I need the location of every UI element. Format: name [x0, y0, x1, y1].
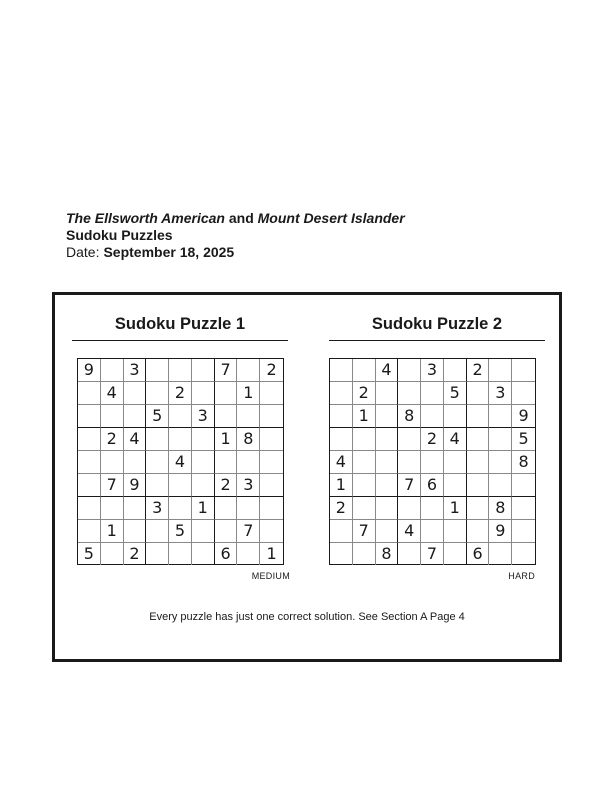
- sudoku-cell: [467, 474, 490, 497]
- date-line: [66, 244, 405, 261]
- sudoku-cell: [192, 428, 215, 451]
- sudoku-cell: 8: [512, 451, 535, 474]
- sudoku-cell: [192, 543, 215, 565]
- sudoku-cell: 8: [489, 497, 512, 520]
- sudoku-cell: [101, 497, 124, 520]
- sudoku-cell: [376, 520, 399, 543]
- sudoku-cell: [398, 497, 421, 520]
- sudoku-cell: [237, 359, 260, 382]
- puzzle-2-grid: [329, 358, 536, 565]
- sudoku-cell: 2: [353, 382, 376, 405]
- sudoku-cell: [353, 428, 376, 451]
- sudoku-cell: 6: [421, 474, 444, 497]
- sudoku-cell: 2: [101, 428, 124, 451]
- sudoku-cell: [444, 520, 467, 543]
- sudoku-cell: [124, 520, 147, 543]
- sudoku-cell: [512, 543, 535, 565]
- sudoku-cell: 4: [444, 428, 467, 451]
- header: [66, 210, 405, 261]
- sudoku-cell: [169, 497, 192, 520]
- sudoku-cell: [124, 382, 147, 405]
- sudoku-cell: [215, 382, 238, 405]
- sudoku-cell: [260, 497, 283, 520]
- sudoku-cell: [146, 474, 169, 497]
- sudoku-cell: 4: [169, 451, 192, 474]
- sudoku-cell: 5: [512, 428, 535, 451]
- sudoku-cell: 4: [376, 359, 399, 382]
- sudoku-cell: [489, 451, 512, 474]
- sudoku-cell: [489, 405, 512, 428]
- sudoku-cell: 7: [215, 359, 238, 382]
- sudoku-cell: [421, 382, 444, 405]
- sudoku-cell: [146, 428, 169, 451]
- sudoku-cell: [260, 428, 283, 451]
- sudoku-cell: 8: [237, 428, 260, 451]
- sudoku-cell: [78, 451, 101, 474]
- sudoku-cell: [467, 497, 490, 520]
- sudoku-cell: [376, 428, 399, 451]
- sudoku-cell: [376, 451, 399, 474]
- sudoku-cell: [353, 474, 376, 497]
- sudoku-cell: [78, 428, 101, 451]
- sudoku-cell: [260, 451, 283, 474]
- sudoku-cell: [78, 382, 101, 405]
- sudoku-cell: [215, 520, 238, 543]
- sudoku-cell: 7: [398, 474, 421, 497]
- sudoku-cell: 1: [192, 497, 215, 520]
- sudoku-cell: 9: [124, 474, 147, 497]
- subtitle: Sudoku Puzzles: [66, 227, 173, 243]
- footer-note: Every puzzle has just one correct solution. See Section A Page 4: [149, 611, 465, 623]
- sudoku-cell: [78, 405, 101, 428]
- sudoku-cell: [192, 520, 215, 543]
- sudoku-cell: 7: [101, 474, 124, 497]
- sudoku-cell: [353, 359, 376, 382]
- sudoku-cell: 5: [146, 405, 169, 428]
- sudoku-cell: 7: [237, 520, 260, 543]
- sudoku-cell: [376, 405, 399, 428]
- sudoku-cell: [512, 497, 535, 520]
- sudoku-cell: [192, 451, 215, 474]
- sudoku-cell: [330, 543, 353, 565]
- sudoku-cell: [192, 359, 215, 382]
- sudoku-cell: [146, 520, 169, 543]
- sudoku-cell: 3: [146, 497, 169, 520]
- sudoku-cell: 4: [124, 428, 147, 451]
- sudoku-cell: 2: [330, 497, 353, 520]
- sudoku-cell: 3: [489, 382, 512, 405]
- sudoku-cell: [169, 359, 192, 382]
- publication-a: The Ellsworth American: [66, 210, 225, 226]
- sudoku-cell: 1: [237, 382, 260, 405]
- sudoku-cell: [260, 405, 283, 428]
- puzzle-1-difficulty: MEDIUM: [251, 571, 290, 581]
- sudoku-cell: [398, 428, 421, 451]
- sudoku-cell: 9: [78, 359, 101, 382]
- sudoku-cell: [421, 520, 444, 543]
- sudoku-cell: 1: [353, 405, 376, 428]
- sudoku-cell: [330, 359, 353, 382]
- sudoku-cell: 1: [444, 497, 467, 520]
- sudoku-cell: [489, 543, 512, 565]
- conjunction: and: [228, 210, 254, 226]
- sudoku-cell: [421, 497, 444, 520]
- sudoku-cell: [398, 359, 421, 382]
- sudoku-cell: 2: [215, 474, 238, 497]
- sudoku-cell: 4: [330, 451, 353, 474]
- sudoku-cell: [192, 474, 215, 497]
- sudoku-cell: [169, 405, 192, 428]
- sudoku-cell: [467, 520, 490, 543]
- puzzle-1-grid: [77, 358, 284, 565]
- sudoku-cell: [124, 451, 147, 474]
- sudoku-cell: [330, 405, 353, 428]
- sudoku-cell: [192, 382, 215, 405]
- sudoku-cell: 9: [512, 405, 535, 428]
- sudoku-cell: [512, 520, 535, 543]
- sudoku-cell: [421, 405, 444, 428]
- sudoku-cell: [237, 497, 260, 520]
- sudoku-cell: 4: [398, 520, 421, 543]
- sudoku-cell: [215, 405, 238, 428]
- sudoku-cell: [146, 451, 169, 474]
- sudoku-cell: 2: [260, 359, 283, 382]
- sudoku-cell: [421, 451, 444, 474]
- sudoku-cell: [330, 520, 353, 543]
- sudoku-cell: [444, 543, 467, 565]
- sudoku-cell: [78, 520, 101, 543]
- sudoku-cell: [467, 382, 490, 405]
- sudoku-cell: 1: [215, 428, 238, 451]
- sudoku-cell: [260, 474, 283, 497]
- sudoku-cell: [353, 497, 376, 520]
- sudoku-cell: [353, 451, 376, 474]
- puzzle-frame: [52, 292, 562, 662]
- sudoku-cell: [444, 451, 467, 474]
- sudoku-cell: [376, 382, 399, 405]
- publication-line: [66, 210, 405, 227]
- sudoku-cell: [444, 359, 467, 382]
- sudoku-cell: [169, 428, 192, 451]
- sudoku-cell: [376, 497, 399, 520]
- sudoku-cell: [78, 474, 101, 497]
- sudoku-cell: [101, 405, 124, 428]
- sudoku-cell: [330, 382, 353, 405]
- puzzle-2-title: Sudoku Puzzle 2: [329, 315, 545, 341]
- sudoku-cell: [237, 543, 260, 565]
- sudoku-cell: 3: [237, 474, 260, 497]
- sudoku-cell: 2: [169, 382, 192, 405]
- sudoku-cell: [237, 405, 260, 428]
- date-label: Date:: [66, 244, 100, 260]
- sudoku-cell: [169, 543, 192, 565]
- sudoku-cell: [101, 451, 124, 474]
- sudoku-cell: 5: [169, 520, 192, 543]
- sudoku-cell: [146, 543, 169, 565]
- sudoku-cell: [512, 474, 535, 497]
- sudoku-cell: 3: [124, 359, 147, 382]
- sudoku-cell: [489, 474, 512, 497]
- sudoku-cell: [330, 428, 353, 451]
- sudoku-cell: 9: [489, 520, 512, 543]
- sudoku-cell: [260, 382, 283, 405]
- sudoku-cell: [146, 359, 169, 382]
- sudoku-cell: 5: [78, 543, 101, 565]
- sudoku-cell: [124, 497, 147, 520]
- sudoku-cell: [260, 520, 283, 543]
- sudoku-cell: [169, 474, 192, 497]
- sudoku-cell: [215, 451, 238, 474]
- sudoku-cell: 6: [215, 543, 238, 565]
- sudoku-cell: [398, 382, 421, 405]
- sudoku-cell: 1: [330, 474, 353, 497]
- sudoku-cell: [101, 543, 124, 565]
- puzzle-2-difficulty: HARD: [508, 571, 535, 581]
- sudoku-cell: [215, 497, 238, 520]
- sudoku-cell: 8: [376, 543, 399, 565]
- sudoku-cell: 8: [398, 405, 421, 428]
- sudoku-cell: [444, 474, 467, 497]
- sudoku-cell: 3: [421, 359, 444, 382]
- sudoku-cell: [237, 451, 260, 474]
- sudoku-cell: [376, 474, 399, 497]
- sudoku-cell: [398, 451, 421, 474]
- sudoku-cell: [489, 428, 512, 451]
- sudoku-cell: [467, 405, 490, 428]
- sudoku-cell: 4: [101, 382, 124, 405]
- sudoku-cell: 2: [421, 428, 444, 451]
- sudoku-cell: 2: [467, 359, 490, 382]
- sudoku-cell: [78, 497, 101, 520]
- sudoku-cell: [467, 451, 490, 474]
- sudoku-cell: 3: [192, 405, 215, 428]
- sudoku-cell: 7: [421, 543, 444, 565]
- publication-b: Mount Desert Islander: [257, 210, 405, 226]
- sudoku-cell: [353, 543, 376, 565]
- sudoku-cell: [101, 359, 124, 382]
- sudoku-cell: [398, 543, 421, 565]
- sudoku-cell: 1: [101, 520, 124, 543]
- sudoku-cell: 7: [353, 520, 376, 543]
- date-value: September 18, 2025: [103, 244, 235, 260]
- sudoku-cell: [124, 405, 147, 428]
- puzzle-1-title: Sudoku Puzzle 1: [72, 315, 288, 341]
- sudoku-cell: 6: [467, 543, 490, 565]
- sudoku-cell: [444, 405, 467, 428]
- sudoku-cell: [467, 428, 490, 451]
- sudoku-cell: 1: [266, 544, 277, 563]
- sudoku-cell: [489, 359, 512, 382]
- sudoku-cell: [512, 382, 535, 405]
- sudoku-cell: [146, 382, 169, 405]
- sudoku-cell: [512, 359, 535, 382]
- sudoku-cell: 5: [444, 382, 467, 405]
- sudoku-cell: 2: [124, 543, 147, 565]
